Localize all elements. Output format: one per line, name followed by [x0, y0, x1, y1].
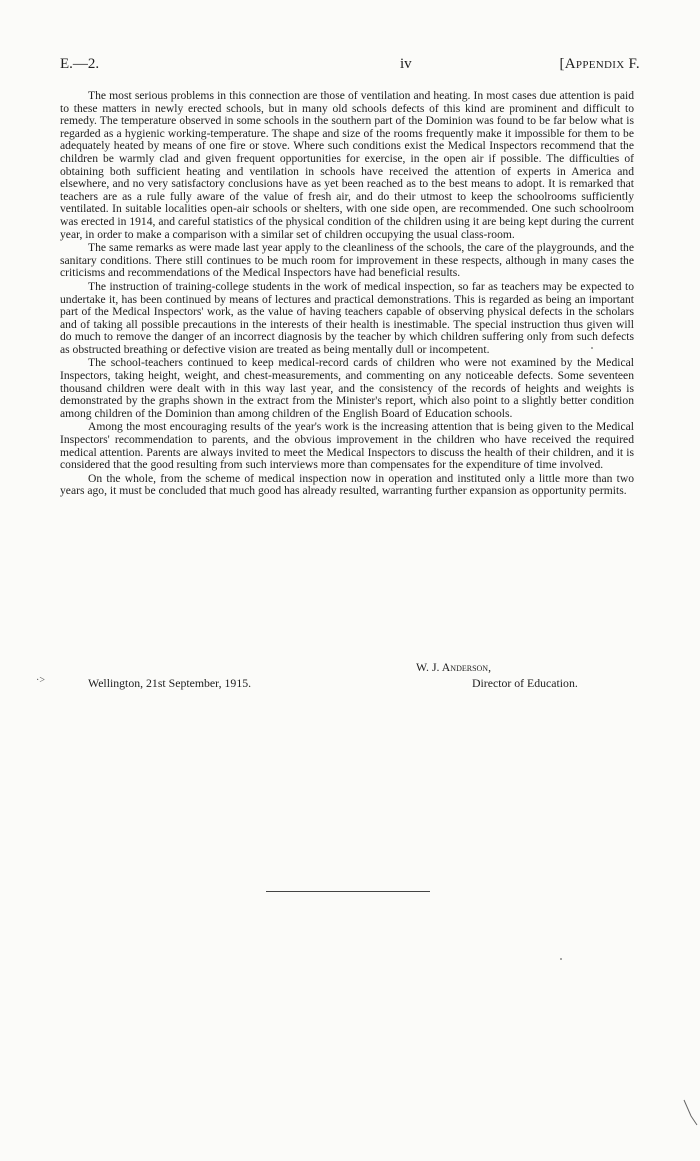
report-body [60, 90, 634, 499]
signatory-name: W. J. Anderson, [416, 660, 492, 674]
paragraph-parents: Among the most encouraging results of the year's work is the increasing attention that is being given to the Medical Inspectors' recommendation to parents, and the obvious improvement in the children who have received the required medical attention. Parents are always invited to meet the Medical Inspectors to discuss the health of their children, and it is considered that the good resulting from such interviews more than compensates for the expenditure of time involved. [60, 420, 634, 472]
page-number: iv [400, 56, 412, 72]
paragraph-record-cards: The school-teachers continued to keep medical-record cards of children who were not examined by the Medical Inspectors, taking height, weight, and chest-measurements, and commenting on any noticeable defects. Some seventeen thousand children were dealt with in this way last year, and the consistency of the records of heights and weights is demonstrated by the graphs shown in the extract from the Minister's report, which also point to a slightly better condition among children of the Dominion than among children of the English Board of Education schools. [60, 356, 634, 420]
closing-rule [266, 891, 430, 892]
edge-mark-icon [682, 1098, 698, 1128]
paragraph-conclusion: On the whole, from the scheme of medical inspection now in operation and instituted only a little more than two years ago, it must be concluded that much good has already resulted, warranting further expansion as opportunity permits. [60, 471, 634, 498]
page-header [60, 56, 640, 76]
speck-mark-icon [591, 347, 593, 349]
document-reference: E.—2. [60, 56, 100, 72]
signatory-title: Director of Education. [472, 676, 578, 690]
place-and-date: Wellington, 21st September, 1915. [88, 676, 252, 690]
paragraph-cleanliness: The same remarks as were made last year apply to the cleanliness of the schools, the care of the playgrounds, and the sanitary conditions. There still continues to be much room for improvement in these respects, although in many cases the criticisms and recommendations of the Medical Inspectors have had beneficial results. [60, 241, 634, 280]
speck-mark-icon [560, 958, 562, 960]
paragraph-ventilation: The most serious problems in this connection are those of ventilation and heating. In most cases due attention is paid to these matters in newly erected schools, but in many old schools defects of this kind are prominent and difficult to remedy. The temperature observed in some schools in the southern part of the Dominion was found to be far below what is regarded as a hygienic working-temperature. The shape and size of the rooms frequently make it impossible for them to be adequately heated by means of one fire or stove. Where such conditions exist the Medical Inspectors recommend that the children be warmly clad and given frequent opportunities for exercise, in the open air if possible. The difficulties of obtaining both sufficient heating and ventilation in schools have received the attention of experts in America and elsewhere, and no very satisfactory conclusions have as yet been reached as to the best means to adopt. It is remarked that teachers are as a rule fully aware of the value of fresh air, and do their utmost to keep the schoolrooms sufficiently ventilated. In suitable localities open-air schools or shelters, with one side open, are recommended. One such schoolroom was erected in 1914, and careful statistics of the physical condition of the children using it are being kept during the current year, in order to make a comparison with a similar set of children occupying the usual class-room. [60, 89, 634, 241]
paragraph-training-instruction: The instruction of training-college students in the work of medical inspection, so far as teachers may be expected to undertake it, has been continued by means of lectures and practical demonstrations. This is regarded as being an important part of the Medical Inspectors' work, as the value of having teachers capable of observing physical defects in the scholars and of taking all possible precautions in the interests of their health is inestimable. The special instruction thus given will do much to remove the danger of an incorrect diagnosis by the teacher by which children suffering only from such defects as obstructed breathing or defective vision are treated as being mentally dull or incompetent. [60, 279, 634, 356]
margin-mark-icon: ·> [36, 675, 45, 686]
appendix-label: [Appendix F. [559, 56, 640, 72]
